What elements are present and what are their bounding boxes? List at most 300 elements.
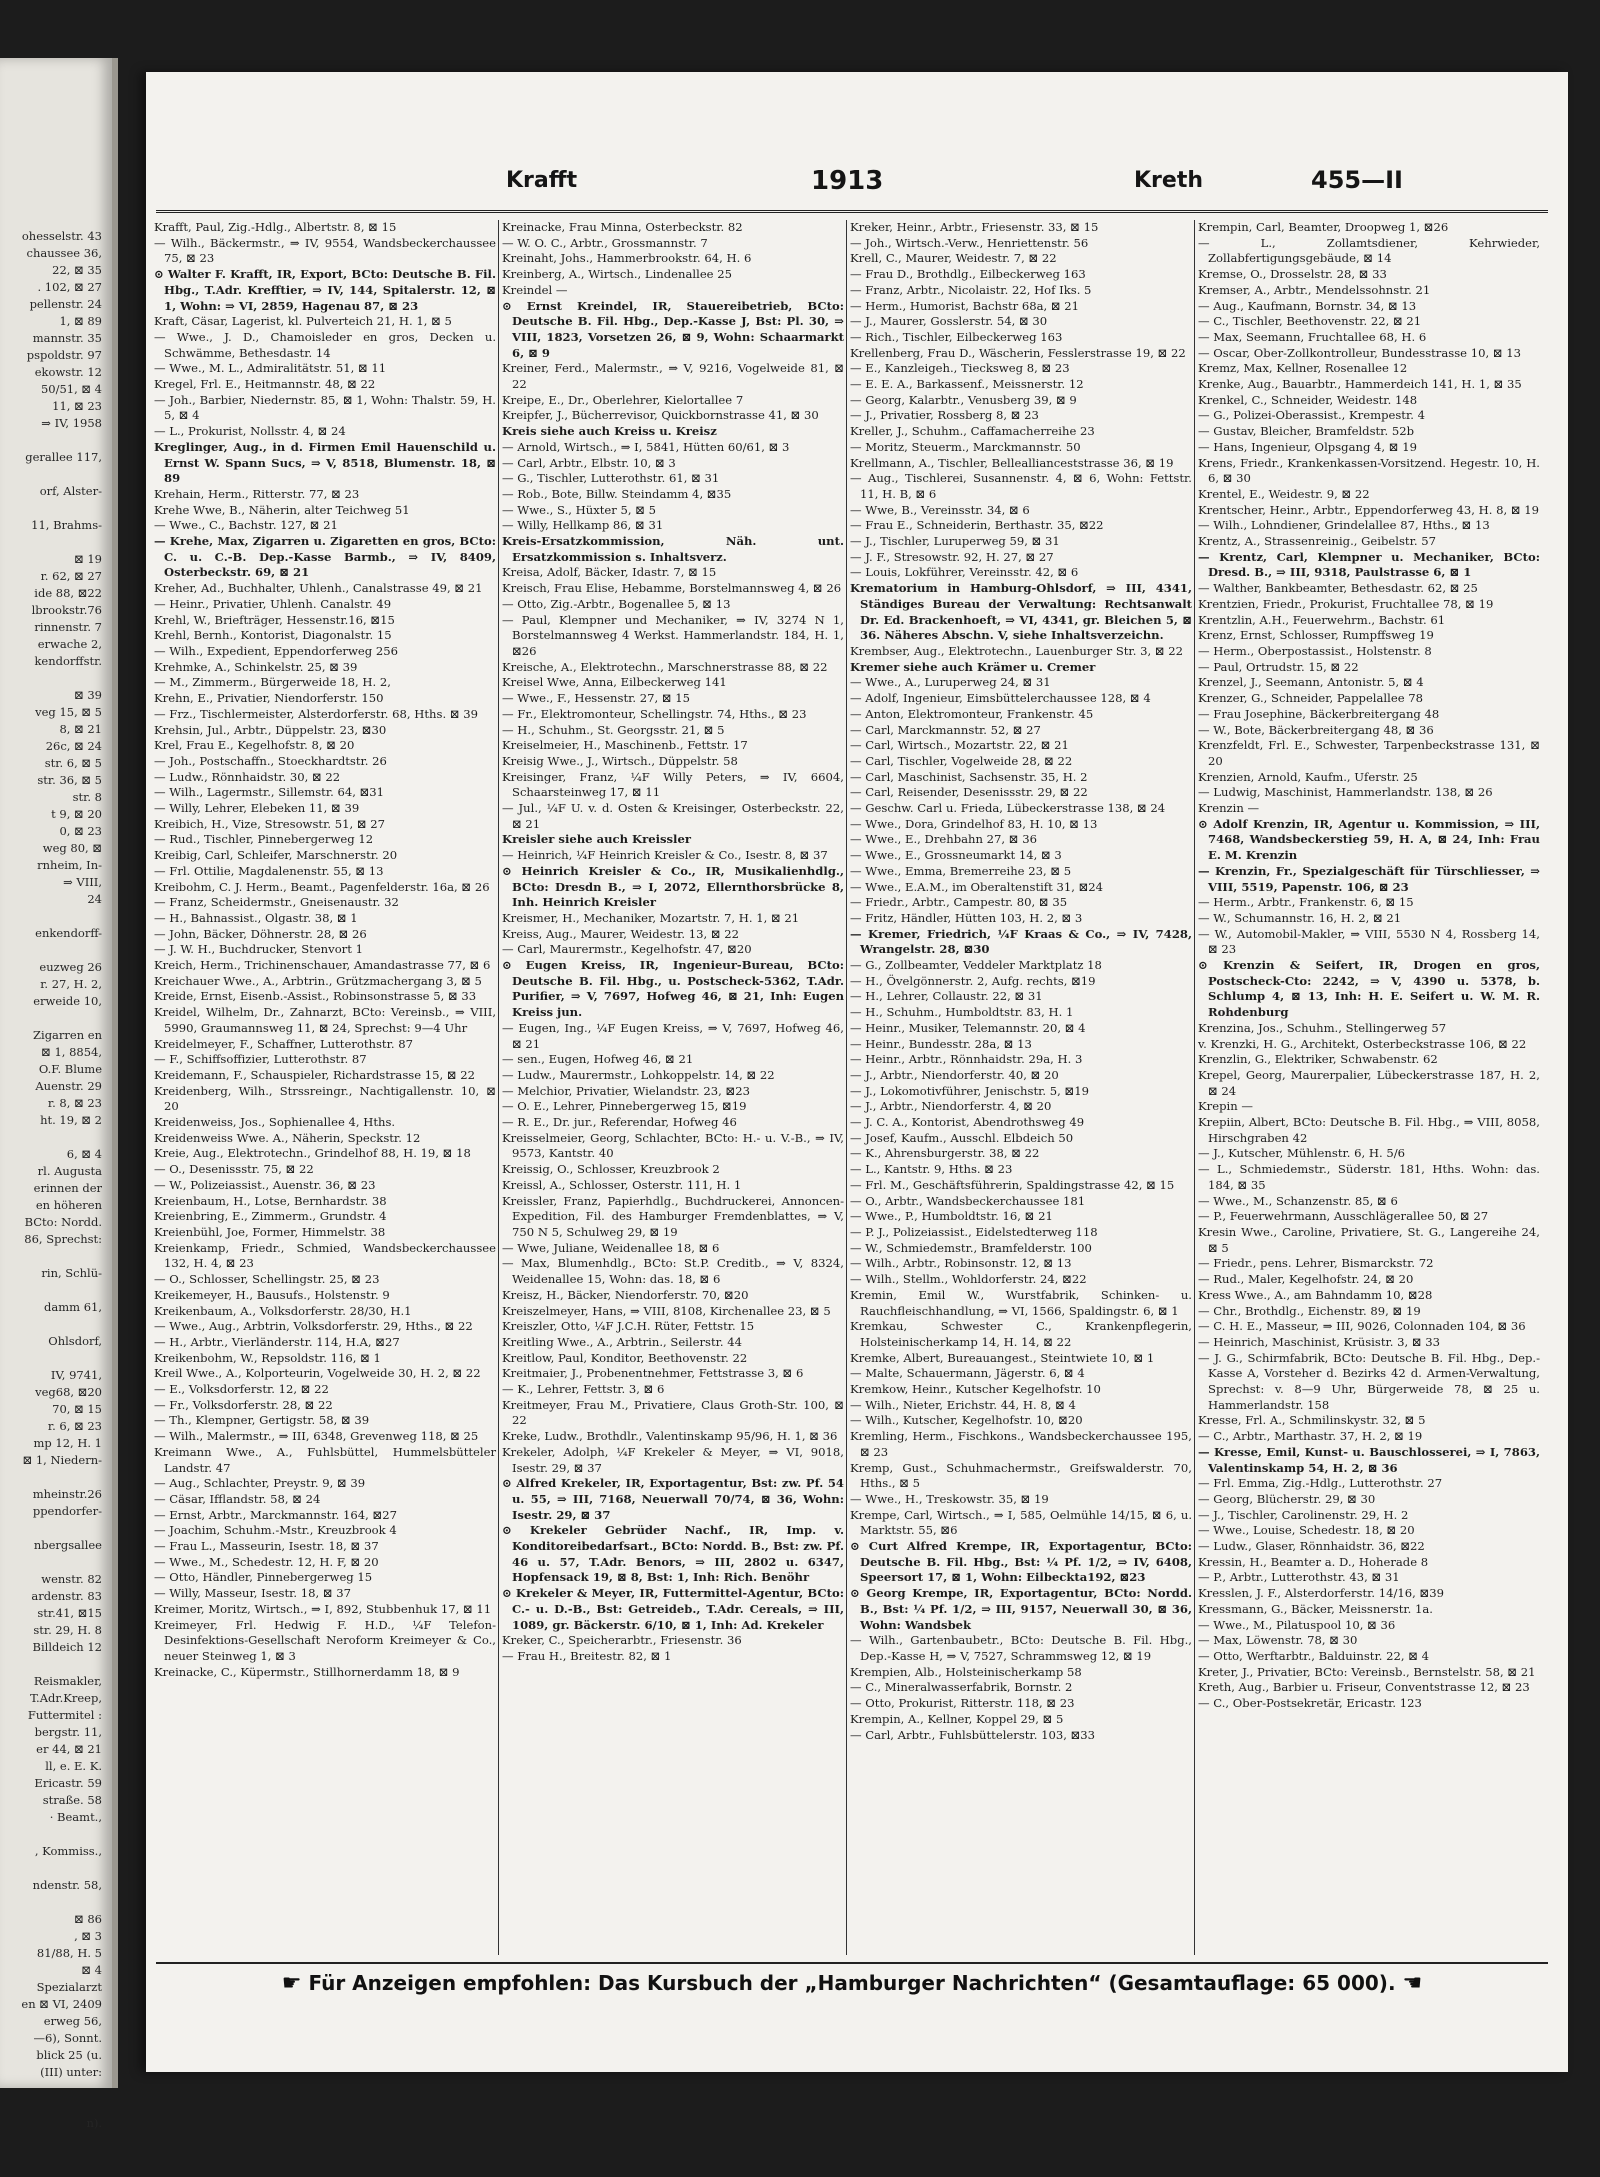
directory-entry: Kremser, A., Arbtr., Mendelssohnstr. 21 <box>1198 282 1431 297</box>
directory-entry: — Wwe., E., Grossneumarkt 14, ⊠ 3 <box>850 848 1062 863</box>
fragment-line: str. 6, ⊠ 5 <box>44 756 102 770</box>
directory-entry: — Aug., Kaufmann, Bornstr. 34, ⊠ 13 <box>1198 298 1417 313</box>
directory-entry: v. Krenzki, H. G., Architekt, Osterbeckstrasse 106, ⊠ 22 <box>1198 1036 1527 1051</box>
header-first-name: Krafft <box>506 168 578 193</box>
directory-entry: — Ludwig, Maschinist, Hammerlandstr. 138, ⊠ 26 <box>1198 785 1493 800</box>
fragment-line: pellenstr. 24 <box>29 297 102 311</box>
directory-entry: Kreimer, Moritz, Wirtsch., ⇒ I, 892, Stubbenhuk 17, ⊠ 11 <box>154 1601 492 1616</box>
directory-entry: — Carl, Reisender, Desenissstr. 29, ⊠ 22 <box>850 785 1088 800</box>
fragment-line: O.F. Blume <box>38 1062 102 1076</box>
directory-entry: — H., Bahnassist., Olgastr. 38, ⊠ 1 <box>154 910 358 925</box>
directory-entry: — J., Tischler, Luruperweg 59, ⊠ 31 <box>850 534 1060 549</box>
directory-entry: — Walther, Bankbeamter, Bethesdastr. 62, ⊠ 25 <box>1198 581 1478 596</box>
directory-entry: — Wwe., Emma, Bremerreihe 23, ⊠ 5 <box>850 863 1072 878</box>
directory-entry: Krellenberg, Frau D., Wäscherin, Fesslerstrasse 19, ⊠ 22 <box>850 345 1186 360</box>
directory-entry: — Carl, Arbtr., Elbstr. 10, ⊠ 3 <box>502 455 676 470</box>
fragment-line: r. 62, ⊠ 27 <box>40 569 102 583</box>
directory-entry: ⊙ Walter F. Krafft, IR, Export, BCto: Deutsche B. Fil. Hbg., T.Adr. Krefftier, ⇒ IV, 144, Spitalerstr. 12, ⊠ 1, Wohn: ⇒ VI, 2859, Hagenau 87, ⊠ 23 <box>154 267 496 313</box>
fragment-line: mannstr. 35 <box>32 331 102 345</box>
directory-entry: Kreissl, A., Schlosser, Osterstr. 111, H. 1 <box>502 1177 742 1192</box>
directory-entry: — Max, Löwenstr. 78, ⊠ 30 <box>1198 1633 1358 1648</box>
directory-entry: — Kresse, Emil, Kunst- u. Bauschlosserei, ⇒ I, 7863, Valentinskamp 54, H. 2, ⊠ 36 <box>1198 1444 1540 1475</box>
fragment-line <box>0 1010 112 1027</box>
directory-entry: Krell, C., Maurer, Weidestr. 7, ⊠ 22 <box>850 251 1057 266</box>
directory-entry: Kreimann Wwe., A., Fuhlsbüttel, Hummelsbütteler Landstr. 47 <box>154 1444 496 1475</box>
directory-entry: — Th., Klempner, Gertigstr. 58, ⊠ 39 <box>154 1413 370 1428</box>
fragment-line: str.41, ⊠15 <box>37 1606 102 1620</box>
fragment-line: damm 61, <box>44 1300 102 1314</box>
fragment-line: en höheren <box>35 1198 102 1212</box>
directory-entry: Krenzer, G., Schneider, Pappelallee 78 <box>1198 691 1423 706</box>
directory-entry: — Ernst, Arbtr., Marckmannstr. 164, ⊠27 <box>154 1507 397 1522</box>
fragment-line: ⊠ 1, Niedern- <box>22 1453 102 1467</box>
directory-entry: Krafft, Paul, Zig.-Hdlg., Albertstr. 8, ⊠ 15 <box>154 220 397 234</box>
directory-entry: — Frau Josephine, Bäckerbreitergang 48 <box>1198 706 1440 721</box>
directory-entry: Kraft, Cäsar, Lagerist, kl. Pulverteich 21, H. 1, ⊠ 5 <box>154 314 452 329</box>
directory-entry: Kress Wwe., A., am Bahndamm 10, ⊠28 <box>1198 1287 1433 1302</box>
fragment-line: ⊠ 1, 8854, <box>41 1045 102 1059</box>
directory-entry: — Carl, Arbtr., Fuhlsbüttelerstr. 103, ⊠33 <box>850 1727 1096 1742</box>
fragment-line: str. 36, ⊠ 5 <box>37 773 102 787</box>
directory-entry: — Rud., Maler, Kegelhofstr. 24, ⊠ 20 <box>1198 1272 1414 1287</box>
directory-entry: Krenzina, Jos., Schuhm., Stellingerweg 57 <box>1198 1020 1447 1035</box>
directory-entry: ⊙ Curt Alfred Krempe, IR, Exportagentur, BCto: Deutsche B. Fil. Hbg., Bst: ¼ Pf. 1/2, ⇒ IV, 6408, Speersort 17, ⊠ 1, Wohn: Eilbeckta192, ⊠23 <box>850 1539 1192 1585</box>
directory-entry: — Eugen, Ing., ¼F Eugen Kreiss, ⇒ V, 7697, Hofweg 46, ⊠ 21 <box>502 1020 844 1051</box>
directory-entry: Krenz, Ernst, Schlosser, Rumpffsweg 19 <box>1198 628 1434 643</box>
fragment-line: blick 25 (u. <box>36 2048 102 2062</box>
directory-entry: Kresin Wwe., Caroline, Privatiere, St. G., Langereihe 24, ⊠ 5 <box>1198 1225 1540 1255</box>
directory-entry: Kreitling Wwe., A., Arbtrin., Seilerstr. 44 <box>502 1334 742 1349</box>
fragment-line: lbrookstr.76 <box>31 603 102 617</box>
directory-entry: — Willy, Masseur, Isestr. 18, ⊠ 37 <box>154 1586 352 1601</box>
directory-entry: — Oscar, Ober-Zollkontrolleur, Bundesstrasse 10, ⊠ 13 <box>1198 345 1521 360</box>
fragment-line: straße. 58 <box>42 1793 102 1807</box>
directory-entry: Kresse, Frl. A., Schmilinskystr. 32, ⊠ 5 <box>1198 1413 1426 1428</box>
directory-entry: — L., Kantstr. 9, Hths. ⊠ 23 <box>850 1162 1013 1177</box>
directory-entry: Kregel, Frl. E., Heitmannstr. 48, ⊠ 22 <box>154 377 376 392</box>
directory-entry: — Wwe., M., Schedestr. 12, H. F, ⊠ 20 <box>154 1554 379 1569</box>
fragment-line: ppendorfer- <box>32 1504 102 1518</box>
fragment-line: ll, e. E. K. <box>45 1759 102 1773</box>
directory-entry: — Heinr., Musiker, Telemannstr. 20, ⊠ 4 <box>850 1020 1086 1035</box>
fragment-line: ⊠ 39 <box>74 688 102 702</box>
directory-entry: Kreinaht, Johs., Hammerbrookstr. 64, H. 6 <box>502 251 752 266</box>
directory-entry: Kreisch, Frau Elise, Hebamme, Borstelmannsweg 4, ⊠ 26 <box>502 581 842 596</box>
directory-entry: Kreiss, Aug., Maurer, Weidestr. 13, ⊠ 22 <box>502 926 739 941</box>
directory-entry: — Krentz, Carl, Klempner u. Mechaniker, BCto: Dresd. B., ⇒ III, 9318, Paulstrasse 6, ⊠ 1 <box>1198 549 1540 580</box>
fragment-line: kendorffstr. <box>34 654 102 668</box>
directory-entry: Kreienkamp, Friedr., Schmied, Wandsbeckerchaussee 132, H. 4, ⊠ 23 <box>154 1240 496 1271</box>
directory-entry: — Wilh., Arbtr., Robinsonstr. 12, ⊠ 13 <box>850 1256 1072 1271</box>
directory-entry: — Wwe., E., Drehbahn 27, ⊠ 36 <box>850 832 1037 847</box>
directory-entry: Kreter, J., Privatier, BCto: Vereinsb., Bernstelstr. 58, ⊠ 21 <box>1198 1664 1536 1679</box>
directory-entry: — Louis, Lokführer, Vereinsstr. 42, ⊠ 6 <box>850 565 1079 580</box>
directory-entry: Krepin — <box>1198 1099 1253 1114</box>
directory-entry: — H., Schuhm., Humboldtstr. 83, H. 1 <box>850 1005 1074 1020</box>
directory-entry: Kreindel — <box>502 282 568 297</box>
fragment-line: rl. Augusta <box>37 1164 102 1178</box>
fragment-line: Reismakler, <box>33 1674 102 1688</box>
directory-entry: Kremz, Max, Kellner, Rosenallee 12 <box>1198 361 1408 376</box>
fragment-line: nbergsallee <box>33 1538 102 1552</box>
directory-entry: Krempe, Carl, Wirtsch., ⇒ I, 585, Oelmühle 14/15, ⊠ 6, u. Marktstr. 55, ⊠6 <box>850 1507 1192 1538</box>
directory-entry: Kreikemeyer, H., Bausufs., Holstenstr. 9 <box>154 1287 390 1302</box>
fragment-line: (III) unter: <box>40 2065 102 2079</box>
fragment-line: · Beamt., <box>49 1810 102 1824</box>
directory-entry: — Aug., Schlachter, Preystr. 9, ⊠ 39 <box>154 1476 366 1491</box>
directory-entry: — C., Mineralwasserfabrik, Bornstr. 2 <box>850 1680 1073 1695</box>
directory-entry: — Frau H., Breitestr. 82, ⊠ 1 <box>502 1648 672 1663</box>
directory-entry: — H., Lehrer, Collaustr. 22, ⊠ 31 <box>850 989 1043 1004</box>
directory-entry: Kreller, J., Schuhm., Caffamacherreihe 23 <box>850 424 1095 439</box>
page-number: 455—II <box>1311 166 1403 194</box>
directory-entry: — Fr., Elektromonteur, Schellingstr. 74, Hths., ⊠ 23 <box>502 706 807 721</box>
directory-entry: Krenkel, C., Schneider, Weidestr. 148 <box>1198 392 1418 407</box>
directory-entry: — Carl, Marckmannstr. 52, ⊠ 27 <box>850 722 1041 737</box>
fragment-line: 6, ⊠ 4 <box>66 1147 102 1161</box>
fragment-line <box>0 1826 112 1843</box>
directory-entry: — Rob., Bote, Billw. Steindamm 4, ⊠35 <box>502 486 732 501</box>
directory-entry: — Fritz, Händler, Hütten 103, H. 2, ⊠ 3 <box>850 910 1083 925</box>
directory-entry: — Krehe, Max, Zigarren u. Zigaretten en gros, BCto: C. u. C.-B. Dep.-Kasse Barmb., ⇒ IV, 8409, Osterbeckstr. 69, ⊠ 21 <box>154 534 496 580</box>
fragment-line: 11, Brahms- <box>31 518 102 532</box>
fragment-line: r. 6, ⊠ 23 <box>47 1419 102 1433</box>
header-rule <box>156 210 1548 213</box>
directory-entry: — P., Arbtr., Lutterothstr. 43, ⊠ 31 <box>1198 1570 1400 1585</box>
directory-entry: — K., Ahrensburgerstr. 38, ⊠ 22 <box>850 1146 1040 1161</box>
directory-entry: Kreibig, Carl, Schleifer, Marschnerstr. 20 <box>154 848 398 863</box>
directory-entry: — P., Feuerwehrmann, Ausschlägerallee 50, ⊠ 27 <box>1198 1209 1489 1224</box>
directory-entry: — Anton, Elektromonteur, Frankenstr. 45 <box>850 706 1094 721</box>
directory-entry: — H., Arbtr., Vierländerstr. 114, H.A, ⊠27 <box>154 1334 400 1349</box>
facing-page-fragment <box>0 58 118 2130</box>
directory-entry: — Wilh., Bäckermstr., ⇒ IV, 9554, Wandsbeckerchaussee 75, ⊠ 23 <box>154 235 496 266</box>
fragment-line: ⇒ VIII, <box>63 875 102 889</box>
directory-entry: — G., Tischler, Lutterothstr. 61, ⊠ 31 <box>502 471 720 486</box>
fragment-line: ndenstr. 58, <box>32 1878 102 1892</box>
directory-entry: Kremer siehe auch Krämer u. Cremer <box>850 659 1096 674</box>
fragment-line <box>0 500 112 517</box>
fragment-line <box>0 1469 112 1486</box>
directory-entry: Krentel, E., Weidestr. 9, ⊠ 22 <box>1198 486 1370 501</box>
directory-entry: — Carl, Wirtsch., Mozartstr. 22, ⊠ 21 <box>850 738 1069 753</box>
fragment-line <box>0 1894 112 1911</box>
directory-entry: — Carl, Maschinist, Sachsenstr. 35, H. 2 <box>850 769 1088 784</box>
directory-entry: Krentzlin, A.H., Feuerwehrm., Bachstr. 61 <box>1198 612 1446 627</box>
directory-entry: — Max, Seemann, Fruchtallee 68, H. 6 <box>1198 329 1427 344</box>
directory-entry: Krenzfeldt, Frl. E., Schwester, Tarpenbeckstrasse 131, ⊠ 20 <box>1198 738 1540 768</box>
directory-entry: Krenzel, J., Seemann, Antonistr. 5, ⊠ 4 <box>1198 675 1424 690</box>
fragment-line: enkendorff- <box>35 926 102 940</box>
directory-entry: — J., Arbtr., Niendorferstr. 4, ⊠ 20 <box>850 1099 1052 1114</box>
directory-entry: — Otto, Zig.-Arbtr., Bogenallee 5, ⊠ 13 <box>502 596 731 611</box>
directory-entry: — Wilh., Expedient, Eppendorferweg 256 <box>154 643 398 658</box>
directory-entry: ⊙ Alfred Krekeler, IR, Exportagentur, Bst: zw. Pf. 54 u. 55, ⇒ III, 7168, Neuerwall 70/74, ⊠ 36, Wohn: Isestr. 29, ⊠ 37 <box>502 1476 844 1522</box>
directory-entry: — O., Schlosser, Schellingstr. 25, ⊠ 23 <box>154 1272 380 1287</box>
directory-entry: — W., Polizeiassist., Auenstr. 36, ⊠ 23 <box>154 1177 376 1192</box>
directory-entry: Kreiner, Ferd., Malermstr., ⇒ V, 9216, Vogelweide 81, ⊠ 22 <box>502 361 844 392</box>
directory-entry: — L., Schmiedemstr., Süderstr. 181, Hths. Wohn: das. 184, ⊠ 35 <box>1198 1162 1540 1192</box>
directory-entry: — Franz, Scheidermstr., Gneisenaustr. 32 <box>154 895 399 910</box>
directory-entry: Krehn, E., Privatier, Niendorferstr. 150 <box>154 691 384 706</box>
directory-entry: Krenke, Aug., Bauarbtr., Hammerdeich 141, H. 1, ⊠ 35 <box>1198 377 1522 392</box>
directory-entry: — W., Schmiedemstr., Bramfelderstr. 100 <box>850 1240 1092 1255</box>
footer-advert-text: Für Anzeigen empfohlen: Das Kursbuch der „Hamburger Nachrichten“ (Gesamtauflage: 65 000). <box>308 1971 1396 1995</box>
directory-entry: Kreinacke, C., Küpermstr., Stillhornerdamm 18, ⊠ 9 <box>154 1664 460 1679</box>
directory-columns <box>154 220 1544 1955</box>
directory-entry: — Georg, Kalarbtr., Venusberg 39, ⊠ 9 <box>850 392 1077 407</box>
directory-entry: Kreienbring, E., Zimmerm., Grundstr. 4 <box>154 1209 387 1224</box>
pointing-hand-icon: ☛ <box>281 1971 302 1996</box>
fragment-line: rin, Schlü- <box>41 1266 102 1280</box>
directory-entry: — Heinrich, Maschinist, Krüsistr. 3, ⊠ 33 <box>1198 1334 1441 1349</box>
directory-entry: — Wilh., Stellm., Wohldorferstr. 24, ⊠22 <box>850 1272 1087 1287</box>
directory-entry: ⊙ Ernst Kreindel, IR, Stauereibetrieb, BCto: Deutsche B. Fil. Hbg., Dep.-Kasse J, Bst: Pl. 30, ⇒ VIII, 1823, Vorsetzen 26, ⊠ 9, Wohn: Schaarmarkt 6, ⊠ 9 <box>502 298 844 360</box>
directory-entry: — E. E. A., Barkassenf., Meissnerstr. 12 <box>850 377 1084 392</box>
fragment-line: 11, ⊠ 23 <box>52 399 102 413</box>
directory-entry: — Wwe., C., Bachstr. 127, ⊠ 21 <box>154 518 338 533</box>
directory-entry: Krenzlin, G., Elektriker, Schwabenstr. 62 <box>1198 1052 1438 1067</box>
fragment-line <box>0 1860 112 1877</box>
directory-entry: — Wilh., Nieter, Erichstr. 44, H. 8, ⊠ 4 <box>850 1397 1076 1412</box>
directory-entry: Krembser, Aug., Elektrotechn., Lauenburger Str. 3, ⊠ 22 <box>850 643 1183 658</box>
directory-entry: — Paul, Ortrudstr. 15, ⊠ 22 <box>1198 659 1359 674</box>
directory-entry: ⊙ Heinrich Kreisler & Co., IR, Musikalienhdlg., BCto: Dresdn B., ⇒ I, 2072, Ellernthorsbrücke 8, Inh. Heinrich Kreisler <box>502 863 844 910</box>
directory-entry: — Ludw., Rönnhaidstr. 30, ⊠ 22 <box>154 769 341 784</box>
directory-entry: — Joh., Wirtsch.-Verw., Henriettenstr. 56 <box>850 235 1089 250</box>
fragment-line <box>0 2098 112 2115</box>
directory-entry: — Willy, Lehrer, Elebeken 11, ⊠ 39 <box>154 801 360 816</box>
directory-entry: — Josef, Kaufm., Ausschl. Elbdeich 50 <box>850 1130 1074 1145</box>
directory-entry: Kreidel, Wilhelm, Dr., Zahnarzt, BCto: Vereinsb., ⇒ VIII, 5990, Graumannsweg 11, ⊠ 24, Sprechst: 9—4 Uhr <box>154 1005 496 1035</box>
directory-entry: — Frl. M., Geschäftsführerin, Spaldingstrasse 42, ⊠ 15 <box>850 1177 1175 1192</box>
directory-entry: Kreide, Ernst, Eisenb.-Assist., Robinsonstrasse 5, ⊠ 33 <box>154 989 477 1004</box>
directory-entry: Kreher, Ad., Buchhalter, Uhlenh., Canalstrasse 49, ⊠ 21 <box>154 581 483 596</box>
fragment-line: pspoldstr. 97 <box>26 348 102 362</box>
directory-entry: Krepiin, Albert, BCto: Deutsche B. Fil. Hbg., ⇒ VIII, 8058, Hirschgraben 42 <box>1198 1115 1540 1145</box>
directory-entry: — P. J., Polizeiassist., Eidelstedterweg 118 <box>850 1225 1098 1239</box>
directory-entry: Kreikenbaum, A., Volksdorferstr. 28/30, H.1 <box>154 1303 412 1318</box>
directory-entry: Krekeler, Adolph, ¼F Krekeler & Meyer, ⇒ VI, 9018, Isestr. 29, ⊠ 37 <box>502 1444 844 1475</box>
directory-entry: — E., Kanzleigeh., Tiecksweg 8, ⊠ 23 <box>850 361 1070 376</box>
fragment-line <box>0 1282 112 1299</box>
directory-entry: Kreie, Aug., Elektrotechn., Grindelhof 88, H. 19, ⊠ 18 <box>154 1146 471 1161</box>
directory-entry: — Frau D., Brothdlg., Eilbeckerweg 163 <box>850 267 1086 282</box>
fragment-line: mheinstr.26 <box>32 1487 102 1501</box>
fragment-line <box>0 534 112 551</box>
directory-entry: — O. E., Lehrer, Pinnebergerweg 15, ⊠19 <box>502 1099 747 1114</box>
directory-entry: — Wwe., M., Pilatuspool 10, ⊠ 36 <box>1198 1617 1396 1632</box>
fragment-line: veg68, ⊠20 <box>35 1385 102 1399</box>
directory-entry: — G., Zollbeamter, Veddeler Marktplatz 18 <box>850 958 1102 973</box>
directory-entry: Kressin, H., Beamter a. D., Hoherade 8 <box>1198 1554 1429 1569</box>
fragment-line: wenstr. 82 <box>41 1572 102 1586</box>
directory-entry: Krempin, A., Kellner, Koppel 29, ⊠ 5 <box>850 1711 1064 1726</box>
directory-entry: — C., Tischler, Beethovenstr. 22, ⊠ 21 <box>1198 314 1422 329</box>
directory-entry: Kremse, O., Drosselstr. 28, ⊠ 33 <box>1198 267 1387 282</box>
fragment-line: 22, ⊠ 35 <box>52 263 102 277</box>
directory-entry: — G., Polizei-Oberassist., Krempestr. 4 <box>1198 408 1425 423</box>
directory-entry: Kreich, Herm., Trichinenschauer, Amandastrasse 77, ⊠ 6 <box>154 958 491 973</box>
directory-entry: Krehsin, Jul., Arbtr., Düppelstr. 23, ⊠30 <box>154 722 387 737</box>
directory-entry: Kreidelmeyer, F., Schaffner, Lutterothstr. 87 <box>154 1036 413 1051</box>
fragment-line: gerallee 117, <box>25 450 102 464</box>
fragment-line: erinnen der <box>33 1181 102 1195</box>
fragment-line: Zigarren en <box>33 1028 102 1042</box>
directory-entry: — Rich., Tischler, Eilbeckerweg 163 <box>850 329 1063 344</box>
directory-entry: Kreissler, Franz, Papierhdlg., Buchdruckerei, Annoncen-Expedition, Fil. des Hamburger Fremdenblattes, ⇒ V, 750 N 5, Schulweg 29, ⊠ 19 <box>502 1193 844 1239</box>
directory-entry: — L., Prokurist, Nollsstr. 4, ⊠ 24 <box>154 424 346 439</box>
directory-entry: Kreibich, H., Vize, Stresowstr. 51, ⊠ 27 <box>154 816 385 831</box>
directory-entry: — C., Ober-Postsekretär, Ericastr. 123 <box>1198 1696 1422 1711</box>
directory-entry: Kreiszelmeyer, Hans, ⇒ VIII, 8108, Kirchenallee 23, ⊠ 5 <box>502 1303 831 1318</box>
directory-entry: Kremp, Gust., Schuhmachermstr., Greifswalderstr. 70, Hths., ⊠ 5 <box>850 1460 1192 1491</box>
directory-entry: — Franz, Arbtr., Nicolaistr. 22, Hof Iks. 5 <box>850 282 1092 297</box>
fragment-line: ardenstr. 83 <box>31 1589 102 1603</box>
fragment-line: rnheim, In- <box>37 858 102 872</box>
directory-entry: Kreisler siehe auch Kreissler <box>502 832 691 847</box>
directory-entry: — H., Schuhm., St. Georgsstr. 21, ⊠ 5 <box>502 722 725 737</box>
directory-entry: ⊙ Georg Krempe, IR, Exportagentur, BCto: Nordd. B., Bst: ¼ Pf. 1/2, ⇒ III, 9157, Neuerwall 30, ⊠ 36, Wohn: Wandsbek <box>850 1586 1192 1632</box>
fragment-line: n). <box>86 2116 102 2130</box>
fragment-line <box>0 432 112 449</box>
directory-entry: — Hans, Ingenieur, Olpsgang 4, ⊠ 19 <box>1198 439 1417 454</box>
fragment-line: orf, Alster- <box>39 484 102 498</box>
directory-entry: — Wwe., F., Hessenstr. 27, ⊠ 15 <box>502 691 691 706</box>
directory-entry: — Wwe, Juliane, Weidenallee 18, ⊠ 6 <box>502 1240 720 1255</box>
fragment-line: Futtermitel : <box>27 1708 102 1722</box>
header-year: 1913 <box>811 166 884 196</box>
directory-entry: — Frau E., Schneiderin, Berthastr. 35, ⊠22 <box>850 518 1104 533</box>
directory-entry: ⊙ Krenzin & Seifert, IR, Drogen en gros, Postscheck-Cto: 2242, ⇒ V, 4390 u. 5378, b. Schlump 4, ⊠ 13, Inh: H. E. Seifert u. W. M. R. Rohdenburg <box>1198 958 1540 1020</box>
directory-entry: Krenzin — <box>1198 801 1260 816</box>
fragment-line: 50/51, ⊠ 4 <box>40 382 102 396</box>
directory-entry: — Ludw., Glaser, Rönnhaidstr. 36, ⊠22 <box>1198 1539 1425 1554</box>
directory-entry: Kreker, Heinr., Arbtr., Friesenstr. 33, ⊠ 15 <box>850 220 1099 234</box>
directory-entry: — Aug., Tischlerei, Susannenstr. 4, ⊠ 6, Wohn: Fettstr. 11, H. B, ⊠ 6 <box>850 471 1192 501</box>
directory-entry: — H., Övelgönnerstr. 2, Aufg. rechts, ⊠19 <box>850 973 1096 988</box>
fragment-line: t 9, ⊠ 20 <box>51 807 102 821</box>
directory-entry: Kreisel Wwe, Anna, Eilbeckerweg 141 <box>502 675 727 690</box>
directory-entry: — C., Arbtr., Marthastr. 37, H. 2, ⊠ 19 <box>1198 1429 1423 1444</box>
directory-entry: — Krenzin, Fr., Spezialgeschäft für Türschliesser, ⇒ VIII, 5519, Papenstr. 106, ⊠ 23 <box>1198 863 1540 894</box>
directory-entry: Kreinberg, A., Wirtsch., Lindenallee 25 <box>502 267 732 282</box>
directory-entry: Krempien, Alb., Holsteinischerkamp 58 <box>850 1664 1082 1679</box>
fragment-line: bergstr. 11, <box>34 1725 102 1739</box>
directory-entry: Kreidemann, F., Schauspieler, Richardstrasse 15, ⊠ 22 <box>154 1067 476 1082</box>
directory-entry: Kreidenberg, Wilh., Strssreingr., Nachtigallenstr. 10, ⊠ 20 <box>154 1083 496 1114</box>
directory-entry: — J., Privatier, Rossberg 8, ⊠ 23 <box>850 408 1039 423</box>
fragment-line: Billdeich 12 <box>32 1640 102 1654</box>
directory-entry: — L., Zollamtsdiener, Kehrwieder, Zollabfertigungsgebäude, ⊠ 14 <box>1198 235 1540 266</box>
directory-entry: — Wwe., H., Treskowstr. 35, ⊠ 19 <box>850 1491 1049 1506</box>
fragment-line: T.Adr.Kreep, <box>30 1691 102 1705</box>
directory-entry: — Herm., Arbtr., Frankenstr. 6, ⊠ 15 <box>1198 895 1414 910</box>
directory-entry: — Gustav, Bleicher, Bramfeldstr. 52b <box>1198 424 1414 439</box>
directory-entry: Kreisselmeier, Georg, Schlachter, BCto: H.- u. V.-B., ⇒ IV, 9573, Kantstr. 40 <box>502 1130 844 1161</box>
directory-entry: Krempin, Carl, Beamter, Droopweg 1, ⊠26 <box>1198 220 1449 234</box>
directory-entry: — Wwe., A., Luruperweg 24, ⊠ 31 <box>850 675 1051 690</box>
directory-entry: ⊙ Krekeler & Meyer, IR, Futtermittel-Agentur, BCto: C.- u. D.-B., Bst: Getreideb., T.Adr. Cereals, ⇒ III, 1089, gr. Bäckerstr. 6/10, ⊠ 1, Inh: Ad. Krekeler <box>502 1586 844 1632</box>
directory-entry: — Jul., ¼F U. v. d. Osten & Kreisinger, Osterbeckstr. 22, ⊠ 21 <box>502 801 844 831</box>
fragment-line <box>0 1316 112 1333</box>
directory-entry: Kreisa, Adolf, Bäcker, Idastr. 7, ⊠ 15 <box>502 565 717 580</box>
fragment-line: , Kommiss., <box>34 1844 102 1858</box>
directory-entry: — Paul, Klempner und Mechaniker, ⇒ IV, 3274 N 1, Borstelmannsweg 4 Werkst. Hammerlandstr. 184, H. 1, ⊠26 <box>502 612 844 658</box>
directory-entry: — J., Lokomotivführer, Jenischstr. 5, ⊠19 <box>850 1083 1089 1098</box>
directory-entry: Kreil Wwe., A., Kolporteurin, Vogelweide 30, H. 2, ⊠ 22 <box>154 1366 481 1381</box>
directory-entry: — Heinrich, ¼F Heinrich Kreisler & Co., Isestr. 8, ⊠ 37 <box>502 848 828 863</box>
directory-entry: Krehl, W., Briefträger, Hessenstr.16, ⊠15 <box>154 612 395 627</box>
fragment-line: —6), Sonnt. <box>33 2031 102 2045</box>
directory-entry: ⊙ Adolf Krenzin, IR, Agentur u. Kommission, ⇒ III, 7468, Wandsbeckerstieg 59, H. A, ⊠ 24, Inh: Frau E. M. Krenzin <box>1198 816 1540 863</box>
directory-entry: — Wwe, B., Vereinsstr. 34, ⊠ 6 <box>850 502 1030 517</box>
fragment-line: 86, Sprechst: <box>24 1232 102 1246</box>
directory-entry: — J., Arbtr., Niendorferstr. 40, ⊠ 20 <box>850 1067 1059 1082</box>
directory-entry: — O., Desenissstr. 75, ⊠ 22 <box>154 1162 314 1177</box>
fragment-line: ht. 19, ⊠ 2 <box>40 1113 102 1127</box>
directory-entry: — Heinr., Arbtr., Rönnhaidstr. 29a, H. 3 <box>850 1052 1083 1067</box>
directory-entry: Kreisinger, Franz, ¼F Willy Peters, ⇒ IV, 6604, Schaarsteinweg 17, ⊠ 11 <box>502 769 844 800</box>
fragment-line: veg 15, ⊠ 5 <box>35 705 102 719</box>
directory-entry: — Frl. Emma, Zig.-Hdlg., Lutterothstr. 27 <box>1198 1476 1443 1491</box>
directory-entry: ⊙ Krekeler Gebrüder Nachf., IR, Imp. v. Konditoreibedarfsart., BCto: Nordd. B., Bst: zw. Pf. 46 u. 57, T.Adr. Benors, ⇒ III, 2802 u. 6347, Hopfensack 19, ⊠ 8, Bst: 1, Inh: Rich. Benöhr <box>502 1523 844 1585</box>
fragment-line: 26c, ⊠ 24 <box>45 739 102 753</box>
directory-entry: — J. F., Stresowstr. 92, H. 27, ⊠ 27 <box>850 549 1054 564</box>
fragment-line: er 44, ⊠ 21 <box>36 1742 102 1756</box>
fragment-line <box>0 1248 112 1265</box>
directory-entry: — J. G., Schirmfabrik, BCto: Deutsche B. Fil. Hbg., Dep.-Kasse A, Vorsteher d. Bezirks 42 d. Armen-Verwaltung, Sprechst: v. 8—9 Uhr, Bürgerweide 78, ⊠ 25 u. Hammerlandstr. 158 <box>1198 1350 1540 1412</box>
fragment-line: erweg 56, <box>43 2014 102 2028</box>
directory-entry: Kreitmeyer, Frau M., Privatiere, Claus Groth-Str. 100, ⊠ 22 <box>502 1397 844 1428</box>
directory-entry: — Wwe., J. D., Chamoisleder en gros, Decken u. Schwämme, Bethesdastr. 14 <box>154 329 496 360</box>
directory-entry: — Joachim, Schuhm.-Mstr., Kreuzbrook 4 <box>154 1523 397 1538</box>
fragment-line: 0, ⊠ 23 <box>59 824 102 838</box>
directory-entry: — Wwe., P., Humboldtstr. 16, ⊠ 21 <box>850 1209 1053 1224</box>
directory-entry: Kreipfer, J., Bücherrevisor, Quickbornstrasse 41, ⊠ 30 <box>502 408 819 423</box>
directory-entry: Kreismer, H., Mechaniker, Mozartstr. 7, H. 1, ⊠ 21 <box>502 910 800 925</box>
directory-entry: Kreisz, H., Bäcker, Niendorferstr. 70, ⊠20 <box>502 1287 749 1302</box>
fragment-line: weg 80, ⊠ <box>42 841 102 855</box>
fragment-line <box>0 466 112 483</box>
directory-entry: — J., Maurer, Gosslerstr. 54, ⊠ 30 <box>850 314 1048 329</box>
directory-entry: — Wilh., Lohndiener, Grindelallee 87, Hths., ⊠ 13 <box>1198 518 1490 533</box>
directory-entry: — W., Automobil-Makler, ⇒ VIII, 5530 N 4, Rossberg 14, ⊠ 23 <box>1198 926 1540 957</box>
directory-entry: Krentscher, Heinr., Arbtr., Eppendorferweg 43, H. 8, ⊠ 19 <box>1198 502 1540 517</box>
fragment-line: 70, ⊠ 15 <box>52 1402 102 1416</box>
directory-entry: — Kremer, Friedrich, ¼F Kraas & Co., ⇒ IV, 7428, Wrangelstr. 28, ⊠30 <box>850 926 1192 957</box>
directory-entry: Krens, Friedr., Krankenkassen-Vorsitzend. Hegestr. 10, H. 6, ⊠ 30 <box>1198 455 1540 486</box>
directory-entry: Kreinacke, Frau Minna, Osterbeckstr. 82 <box>502 220 743 234</box>
directory-entry: Kreis siehe auch Kreiss u. Kreisz <box>502 424 717 439</box>
directory-entry: Kreiselmeier, H., Maschinenb., Fettstr. 17 <box>502 738 748 753</box>
fragment-line: ide 88, ⊠22 <box>34 586 102 600</box>
advertisement-footer <box>156 1962 1548 2004</box>
fragment-line: str. 8 <box>72 790 102 804</box>
directory-entry: — Wwe., M. L., Admiralitätstr. 51, ⊠ 11 <box>154 361 387 376</box>
directory-entry: — F., Schiffsoffizier, Lutterothstr. 87 <box>154 1052 367 1067</box>
fragment-line: Ohlsdorf, <box>48 1334 102 1348</box>
directory-entry: Kreienbaum, H., Lotse, Bernhardstr. 38 <box>154 1193 387 1208</box>
directory-entry: Krepel, Georg, Maurerpalier, Lübeckerstrasse 187, H. 2, ⊠ 24 <box>1198 1067 1540 1098</box>
fragment-line: en ⊠ VI, 2409 <box>21 1997 102 2011</box>
directory-entry: Kreichauer Wwe., A., Arbtrin., Grützmachergang 3, ⊠ 5 <box>154 973 482 988</box>
directory-entry: — John, Bäcker, Döhnerstr. 28, ⊠ 26 <box>154 926 367 941</box>
directory-entry: Kreische, A., Elektrotechn., Marschnerstrasse 88, ⊠ 22 <box>502 659 828 674</box>
directory-entry: Kreke, Ludw., Brothdlr., Valentinskamp 95/96, H. 1, ⊠ 36 <box>502 1429 838 1444</box>
header-last-name: Kreth <box>1134 168 1203 193</box>
fragment-line <box>0 670 112 687</box>
